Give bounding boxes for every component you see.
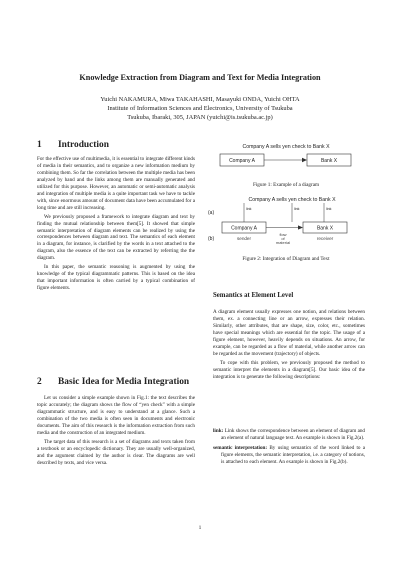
arrow-head-icon bbox=[298, 225, 303, 229]
section-heading-introduction bbox=[37, 140, 109, 150]
link-label: link bbox=[294, 207, 300, 211]
definition-term: link: bbox=[213, 428, 224, 434]
definition-term: semantic interpretation: bbox=[213, 444, 268, 451]
figure-2-diagram bbox=[206, 194, 366, 252]
paragraph: To cope with this problem, we previously proposed the method to semantic interpret the elements in a diagram[5]. Our basic idea of the integration is to generate the following descriptions: bbox=[213, 359, 365, 380]
affiliation: Institute of Information Sciences and Electronics, University of Tsukuba bbox=[107, 105, 293, 112]
section-number: 1 bbox=[37, 140, 42, 150]
subfigure-label-b: (b) bbox=[208, 236, 215, 242]
address-line: Tsukuba, Ibaraki, 305, JAPAN (yuichi@is.tsukuba.ac.jp) bbox=[127, 114, 273, 121]
definition-text: By using semantics of the word linked to a figure elements, the semantic interpretation, i.e. a category of notions, is attached to each element. An example is shown in Fig.2(b). bbox=[221, 444, 365, 465]
section-heading-basic-idea bbox=[37, 377, 189, 387]
figure-1-diagram bbox=[206, 140, 366, 184]
figure-2-caption: Figure 2: Integration of Diagram and Text bbox=[242, 256, 330, 262]
link-label: link bbox=[326, 207, 332, 211]
paragraph: In this paper, the semantic reasoning is augmented by using the knowledge of the typical diagrammatic patterns. This is based on the idea that important information is often carried by a typical combination of figure elements. bbox=[37, 264, 195, 292]
definition-list bbox=[213, 428, 365, 466]
paragraph: For the effective use of multimedia, it is essential to integrate different kinds of media in their semantics, and to organize a new information medium by combining them. So far the correlation between the multiple media has been analyzed by hand and the links among them are manually generated and utilized for this purpose. However, an automatic or semi-automatic analysis and integration of multiple media is a quite important task we have to tackle with, since enormous amount of document data have been accumulated for a long time and are still increasing. bbox=[37, 156, 195, 211]
definition-item bbox=[213, 428, 365, 442]
diagram-sentence: Company A sells yen check to Bank X bbox=[242, 144, 330, 150]
author-list: Yuichi NAKAMURA, Miwa TAKAHASHI, Masayuki ONDA, Yuichi OHTA bbox=[100, 96, 300, 103]
semantics-body bbox=[213, 309, 365, 381]
paragraph: The target data of this research is a set of diagrams and texts taken from a textbook or an encyclopedic dictionary. They are usually well-organized, and the argument claimed by the author is clear. The diagrams are well described by texts, and vice versa. bbox=[37, 438, 195, 466]
paragraph: A diagram element usually expresses one notion, and relations between them, ex. a connecting line or an arrow, expresses their relation. Similarly, other attributes, that are shape, size, color, etc., sometimes have special meanings which are essential for the topic. The usage of a figure element, however, heavily depends on situations. An arrow, for example, can be regarded as a flow of material, while another arrow can be regarded as the movement (trajectory) of objects. bbox=[213, 309, 365, 357]
paper-title: Knowledge Extraction from Diagram and Text for Media Integration bbox=[79, 73, 321, 82]
figure-1-caption: Figure 1: Example of a diagram bbox=[252, 182, 320, 188]
introduction-body bbox=[37, 156, 195, 292]
paragraph: We previously proposed a framework to integrate diagram and text by finding the mutual relationship between them[5]. It showed that simple semantic interpretation of diagram elements can be realized by using the correspondences between diagram and text. The semantics of each element in a diagram, for instance, is clarified by the words in a text attached to the diagram, also the essence of the text can be extracted by referring the the diagram. bbox=[37, 213, 195, 262]
role-label-flow: flow bbox=[279, 232, 287, 237]
section-title: Introduction bbox=[58, 140, 109, 150]
section-heading-semantics: Semantics at Element Level bbox=[213, 292, 294, 299]
link-label: link bbox=[246, 207, 252, 211]
definition-item bbox=[213, 445, 365, 466]
role-label-receiver: receiver bbox=[316, 236, 334, 241]
role-label-material: material bbox=[275, 240, 291, 245]
subfigure-label-a: (a) bbox=[208, 210, 215, 216]
role-label-of: of bbox=[281, 236, 285, 241]
bank-box-label: Bank X bbox=[316, 225, 334, 232]
definition-text: Link shows the correspondence between an element of diagram and an element of natural language text. An example is shown in Fig.2(a). bbox=[221, 428, 365, 441]
section-number: 2 bbox=[37, 377, 42, 387]
section-title: Basic Idea for Media Integration bbox=[58, 377, 190, 387]
arrow-head-icon bbox=[302, 158, 307, 162]
basic-idea-body bbox=[37, 395, 195, 467]
company-box-label: Company A bbox=[229, 158, 255, 165]
page-number: 1 bbox=[198, 525, 202, 531]
paragraph: Let us consider a simple example shown in Fig.1: the text describes the topic accurately; the diagram shows the flow of “yen check” with a simple diagrammatic structure, and is easy to understand at a glance. Such a combination of the two media is often seen in documents and electronic documents. The aim of this research is the information extraction from such media and the construction of an integrated medium. bbox=[37, 395, 195, 436]
diagram-sentence: Company A sells yen check to Bank X bbox=[248, 197, 336, 203]
company-box-label: Company A bbox=[231, 225, 257, 232]
bank-box-label: Bank X bbox=[320, 158, 338, 165]
role-label-sender: sender bbox=[236, 236, 252, 241]
